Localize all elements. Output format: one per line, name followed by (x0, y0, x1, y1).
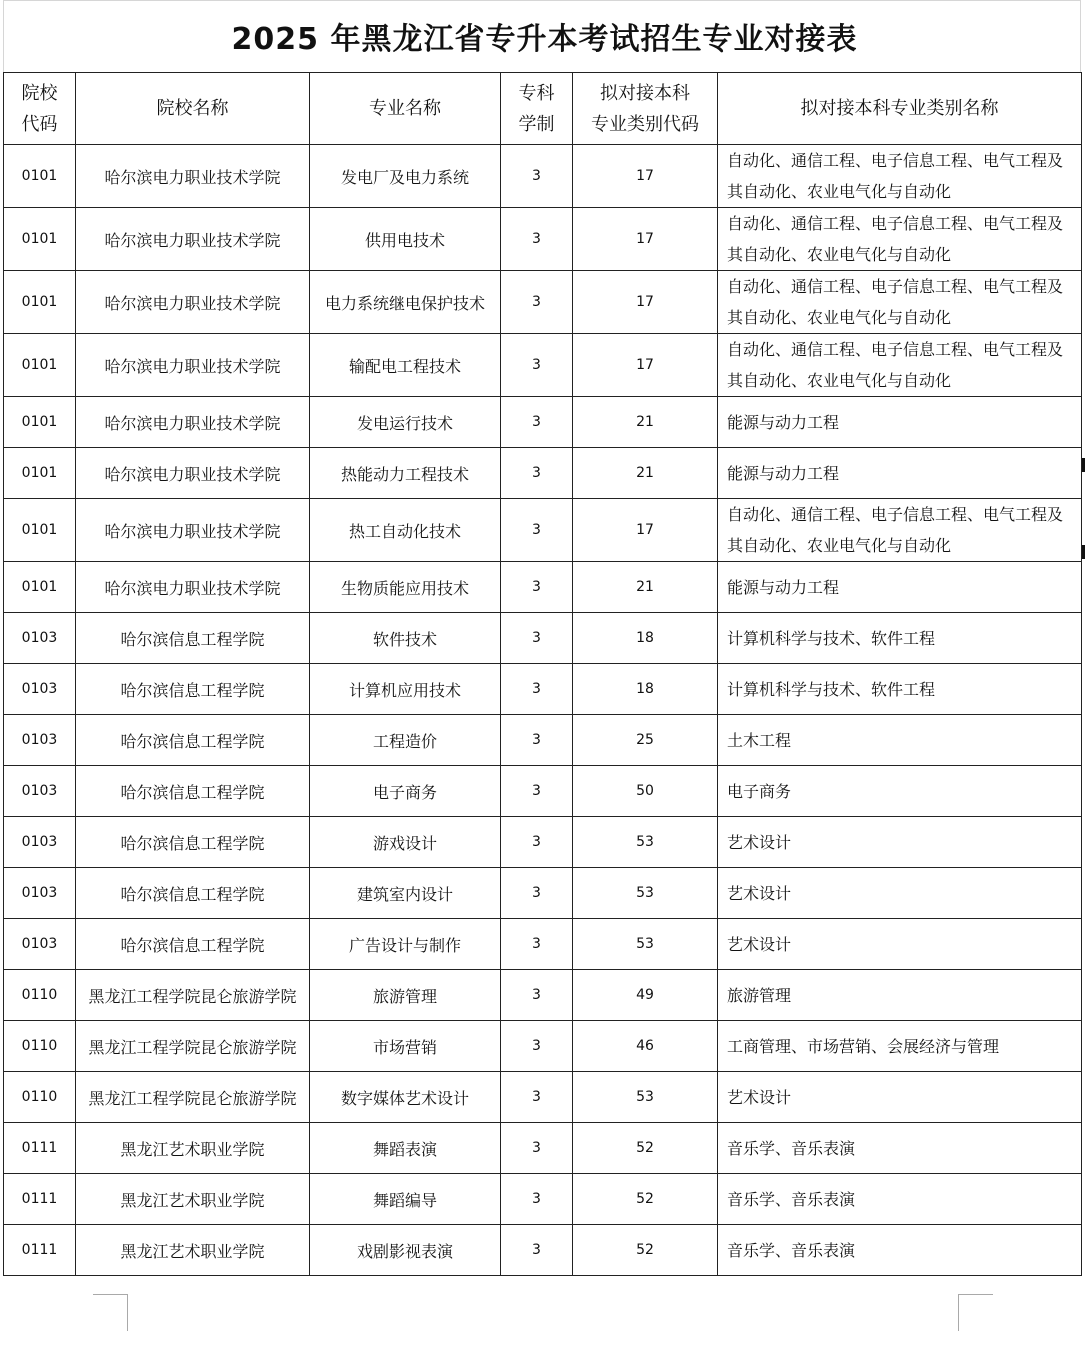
cell-category-code: 21 (573, 562, 718, 613)
cell-school-code: 0110 (4, 1072, 76, 1123)
cell-study-years: 3 (501, 715, 573, 766)
cell-major-name: 广告设计与制作 (310, 919, 501, 970)
cell-category-code: 25 (573, 715, 718, 766)
cell-study-years: 3 (501, 919, 573, 970)
cell-school-name: 哈尔滨信息工程学院 (76, 919, 310, 970)
cell-major-name: 发电运行技术 (310, 397, 501, 448)
cell-category-name: 计算机科学与技术、软件工程 (718, 664, 1082, 715)
cell-category-name: 旅游管理 (718, 970, 1082, 1021)
cell-category-code: 17 (573, 208, 718, 271)
document-title: 2025 年黑龙江省专升本考试招生专业对接表 (231, 22, 858, 57)
cell-school-code: 0101 (4, 271, 76, 334)
cell-study-years: 3 (501, 397, 573, 448)
cell-category-code: 49 (573, 970, 718, 1021)
cell-study-years: 3 (501, 145, 573, 208)
header-school-name: 院校名称 (76, 73, 310, 145)
table-row (4, 1174, 1082, 1225)
page-corner-mark-right (958, 1294, 993, 1331)
cell-category-name: 艺术设计 (718, 1072, 1082, 1123)
cell-school-name: 哈尔滨信息工程学院 (76, 664, 310, 715)
cell-category-code: 17 (573, 145, 718, 208)
cell-school-code: 0103 (4, 919, 76, 970)
cell-category-name: 自动化、通信工程、电子信息工程、电气工程及其自动化、农业电气化与自动化 (718, 334, 1082, 397)
header-years-line1: 专科 (518, 82, 555, 104)
cell-school-name: 黑龙江艺术职业学院 (76, 1123, 310, 1174)
cell-category-name: 自动化、通信工程、电子信息工程、电气工程及其自动化、农业电气化与自动化 (718, 271, 1082, 334)
cell-study-years: 3 (501, 1225, 573, 1276)
header-category-code (573, 73, 718, 145)
cell-major-name: 游戏设计 (310, 817, 501, 868)
header-major-name: 专业名称 (310, 73, 501, 145)
cell-school-code: 0103 (4, 664, 76, 715)
cell-study-years: 3 (501, 970, 573, 1021)
cell-study-years: 3 (501, 334, 573, 397)
cell-major-name: 舞蹈编导 (310, 1174, 501, 1225)
cell-school-code: 0101 (4, 208, 76, 271)
cell-school-name: 哈尔滨电力职业技术学院 (76, 499, 310, 562)
cell-category-code: 53 (573, 919, 718, 970)
cell-study-years: 3 (501, 499, 573, 562)
cell-school-name: 黑龙江工程学院昆仑旅游学院 (76, 1072, 310, 1123)
cell-category-name: 自动化、通信工程、电子信息工程、电气工程及其自动化、农业电气化与自动化 (718, 208, 1082, 271)
cell-major-name: 旅游管理 (310, 970, 501, 1021)
cell-major-name: 舞蹈表演 (310, 1123, 501, 1174)
cell-major-name: 市场营销 (310, 1021, 501, 1072)
cell-school-name: 哈尔滨电力职业技术学院 (76, 208, 310, 271)
table-row (4, 145, 1082, 208)
cell-study-years: 3 (501, 271, 573, 334)
cell-school-name: 哈尔滨信息工程学院 (76, 817, 310, 868)
cell-study-years: 3 (501, 613, 573, 664)
enrollment-table (3, 72, 1082, 1276)
cell-category-code: 52 (573, 1174, 718, 1225)
cell-school-code: 0110 (4, 1021, 76, 1072)
table-row (4, 562, 1082, 613)
cell-category-name: 工商管理、市场营销、会展经济与管理 (718, 1021, 1082, 1072)
table-row (4, 664, 1082, 715)
cell-study-years: 3 (501, 562, 573, 613)
cell-category-name: 音乐学、音乐表演 (718, 1123, 1082, 1174)
cell-school-name: 哈尔滨信息工程学院 (76, 868, 310, 919)
cell-school-code: 0101 (4, 397, 76, 448)
cell-study-years: 3 (501, 766, 573, 817)
header-category-name: 拟对接本科专业类别名称 (718, 73, 1082, 145)
cell-category-code: 46 (573, 1021, 718, 1072)
table-row (4, 613, 1082, 664)
cell-study-years: 3 (501, 1021, 573, 1072)
cell-category-code: 50 (573, 766, 718, 817)
cell-category-code: 53 (573, 868, 718, 919)
cell-major-name: 计算机应用技术 (310, 664, 501, 715)
cell-major-name: 建筑室内设计 (310, 868, 501, 919)
cell-school-name: 黑龙江工程学院昆仑旅游学院 (76, 970, 310, 1021)
cell-category-name: 音乐学、音乐表演 (718, 1174, 1082, 1225)
cell-school-code: 0111 (4, 1174, 76, 1225)
header-study-years (501, 73, 573, 145)
cell-major-name: 数字媒体艺术设计 (310, 1072, 501, 1123)
cell-major-name: 供用电技术 (310, 208, 501, 271)
cell-school-code: 0101 (4, 448, 76, 499)
cell-school-name: 黑龙江工程学院昆仑旅游学院 (76, 1021, 310, 1072)
cell-category-name: 电子商务 (718, 766, 1082, 817)
cell-category-name: 自动化、通信工程、电子信息工程、电气工程及其自动化、农业电气化与自动化 (718, 499, 1082, 562)
table-row (4, 271, 1082, 334)
cell-school-code: 0101 (4, 145, 76, 208)
cell-study-years: 3 (501, 664, 573, 715)
table-body (4, 145, 1082, 1276)
table-row (4, 334, 1082, 397)
table-row (4, 448, 1082, 499)
cell-major-name: 发电厂及电力系统 (310, 145, 501, 208)
cell-school-name: 黑龙江艺术职业学院 (76, 1225, 310, 1276)
cell-category-name: 计算机科学与技术、软件工程 (718, 613, 1082, 664)
header-catcode-line1: 拟对接本科 (600, 82, 690, 104)
cell-school-code: 0103 (4, 817, 76, 868)
cell-school-name: 哈尔滨信息工程学院 (76, 766, 310, 817)
cell-category-name: 艺术设计 (718, 868, 1082, 919)
cell-category-code: 17 (573, 334, 718, 397)
table-row (4, 1021, 1082, 1072)
table-row (4, 868, 1082, 919)
cell-category-name: 艺术设计 (718, 817, 1082, 868)
cell-major-name: 热能动力工程技术 (310, 448, 501, 499)
table-row (4, 499, 1082, 562)
cell-major-name: 输配电工程技术 (310, 334, 501, 397)
table-row (4, 919, 1082, 970)
cell-study-years: 3 (501, 868, 573, 919)
cell-category-code: 18 (573, 664, 718, 715)
table-row (4, 208, 1082, 271)
cell-category-name: 能源与动力工程 (718, 448, 1082, 499)
cell-category-name: 能源与动力工程 (718, 562, 1082, 613)
header-code-line1: 院校 (21, 82, 58, 104)
cell-study-years: 3 (501, 1174, 573, 1225)
cell-school-name: 哈尔滨电力职业技术学院 (76, 562, 310, 613)
cell-category-code: 17 (573, 271, 718, 334)
table-row (4, 766, 1082, 817)
cell-category-code: 52 (573, 1225, 718, 1276)
header-school-code (4, 73, 76, 145)
cell-category-code: 53 (573, 1072, 718, 1123)
cell-study-years: 3 (501, 1123, 573, 1174)
header-code-line2: 代码 (21, 113, 58, 135)
cell-study-years: 3 (501, 817, 573, 868)
header-years-line2: 学制 (518, 113, 555, 135)
cell-school-code: 0111 (4, 1225, 76, 1276)
cell-school-name: 哈尔滨电力职业技术学院 (76, 397, 310, 448)
cell-category-name: 艺术设计 (718, 919, 1082, 970)
cell-school-code: 0103 (4, 613, 76, 664)
table-row (4, 970, 1082, 1021)
cell-school-code: 0101 (4, 499, 76, 562)
cell-major-name: 生物质能应用技术 (310, 562, 501, 613)
header-catcode-line2: 专业类别代码 (591, 113, 699, 135)
cell-school-name: 哈尔滨电力职业技术学院 (76, 145, 310, 208)
cell-school-code: 0110 (4, 970, 76, 1021)
cell-school-name: 黑龙江艺术职业学院 (76, 1174, 310, 1225)
cell-school-name: 哈尔滨电力职业技术学院 (76, 334, 310, 397)
cell-study-years: 3 (501, 208, 573, 271)
cell-category-code: 18 (573, 613, 718, 664)
page-corner-mark-left (93, 1294, 128, 1331)
table-row (4, 1225, 1082, 1276)
table-row (4, 397, 1082, 448)
table-row (4, 1123, 1082, 1174)
cell-category-code: 52 (573, 1123, 718, 1174)
cell-category-code: 21 (573, 448, 718, 499)
cell-major-name: 工程造价 (310, 715, 501, 766)
cell-category-code: 17 (573, 499, 718, 562)
cell-major-name: 电力系统继电保护技术 (310, 271, 501, 334)
margin-marker (1082, 458, 1085, 472)
cell-school-name: 哈尔滨电力职业技术学院 (76, 271, 310, 334)
cell-school-code: 0103 (4, 868, 76, 919)
table-row (4, 715, 1082, 766)
cell-major-name: 软件技术 (310, 613, 501, 664)
cell-study-years: 3 (501, 1072, 573, 1123)
cell-school-code: 0101 (4, 562, 76, 613)
cell-category-name: 音乐学、音乐表演 (718, 1225, 1082, 1276)
cell-category-code: 53 (573, 817, 718, 868)
cell-school-code: 0103 (4, 715, 76, 766)
cell-category-name: 土木工程 (718, 715, 1082, 766)
table-header-row (4, 73, 1082, 145)
table-row (4, 1072, 1082, 1123)
cell-school-code: 0103 (4, 766, 76, 817)
cell-study-years: 3 (501, 448, 573, 499)
cell-school-name: 哈尔滨信息工程学院 (76, 613, 310, 664)
cell-major-name: 戏剧影视表演 (310, 1225, 501, 1276)
cell-category-name: 自动化、通信工程、电子信息工程、电气工程及其自动化、农业电气化与自动化 (718, 145, 1082, 208)
cell-major-name: 热工自动化技术 (310, 499, 501, 562)
cell-school-code: 0101 (4, 334, 76, 397)
cell-category-name: 能源与动力工程 (718, 397, 1082, 448)
cell-school-name: 哈尔滨信息工程学院 (76, 715, 310, 766)
page-edge-top (3, 0, 1081, 1)
cell-category-code: 21 (573, 397, 718, 448)
cell-major-name: 电子商务 (310, 766, 501, 817)
table-row (4, 817, 1082, 868)
cell-school-name: 哈尔滨电力职业技术学院 (76, 448, 310, 499)
cell-school-code: 0111 (4, 1123, 76, 1174)
margin-marker (1082, 545, 1085, 559)
